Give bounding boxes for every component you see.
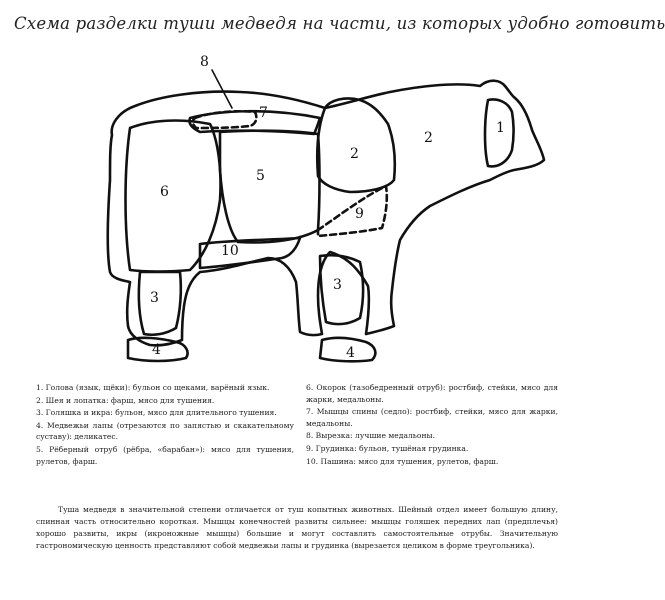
legend-item: 3. Голяшка и икра: бульон, мясо для длительного тушения.	[36, 408, 277, 418]
label-2b: 2	[350, 146, 359, 162]
legend-item: 1. Голова (язык, щёки): бульон со щеками, варёный язык.	[36, 383, 270, 392]
label-5: 5	[256, 168, 265, 184]
legend-left-column	[36, 382, 294, 468]
leader-line-8	[212, 70, 232, 108]
label-7: 7	[259, 105, 268, 121]
label-10: 10	[221, 243, 239, 259]
rib-segment	[220, 131, 320, 243]
label-9: 9	[355, 206, 364, 222]
label-8: 8	[200, 54, 209, 70]
legend-item: 7. Мышцы спины (седло): ростбиф, стейки, мясо для жарки, медальоны.	[306, 407, 558, 428]
label-1: 1	[496, 120, 505, 136]
legend-right-column	[306, 382, 558, 468]
legend-item: 6. Окорок (тазобедренный отруб): ростбиф, стейки, мясо для жарки, медальоны.	[306, 383, 558, 404]
legend-item: 10. Пашина: мясо для тушения, рулетов, фарш.	[306, 456, 499, 466]
label-4-fore: 4	[346, 345, 355, 361]
label-2a: 2	[424, 130, 433, 146]
legend-item: 9. Грудинка: бульон, тушёная грудинка.	[306, 443, 469, 453]
bear-cut-diagram	[0, 40, 594, 370]
legend-item: 4. Медвежьи лапы (отрезаются по запястью и скакательному суставу): деликатес.	[36, 420, 294, 442]
legend-item: 2. Шея и лопатка: фарш, мясо для тушения.	[36, 395, 215, 405]
legend-item: 8. Вырезка: лучшие медальоны.	[306, 431, 436, 441]
page-title: Схема разделки туши медведя на части, из которых удобно готовить	[14, 14, 665, 33]
ham-segment	[126, 121, 221, 272]
hind-shank-segment	[139, 272, 181, 335]
label-6: 6	[160, 184, 169, 200]
description-paragraph: Туша медведя в значительной степени отличается от туш копытных животных. Шейный отдел имеет большую длину, спинная часть относительно короткая. Мышцы конечностей развиты сильнее: мышцы голяшек передних лап (предплечья) хорошо развиты, икры (икроножные мышцы) большие и могут составлять самостоятельные отрубы. Значительную гастрономическую ценность представляют собой медвежьи лапы и грудинка (вырезается целиком в форме треугольника).	[36, 505, 558, 550]
brisket-segment	[318, 186, 387, 236]
label-4-hind: 4	[152, 342, 161, 358]
label-3-hind: 3	[150, 290, 159, 306]
legend-item: 5. Рёберный отруб (рёбра, «барабан»): мясо для тушения, рулетов, фарш.	[36, 444, 294, 466]
label-3-fore: 3	[333, 277, 342, 293]
tenderloin-segment	[193, 111, 257, 128]
